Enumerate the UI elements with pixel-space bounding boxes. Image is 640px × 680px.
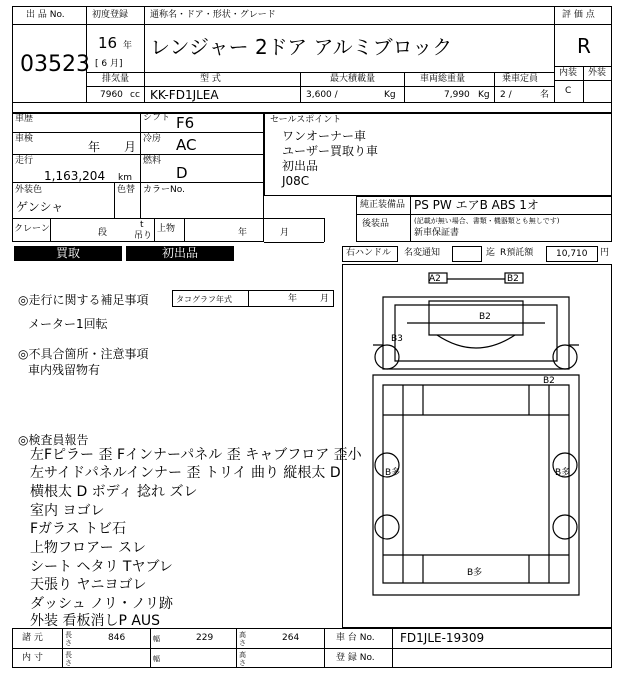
- diagram-label-bmulti-left: B多: [385, 468, 401, 478]
- inner-length-label: 長さ: [65, 651, 72, 667]
- history-label: 車歴: [15, 114, 34, 124]
- inner-label: 内 寸: [22, 653, 43, 663]
- diagram-label-bmulti-rear: B多: [467, 568, 483, 578]
- report-line-5: Fガラス トビ石: [30, 521, 127, 537]
- report-line-2: 左サイドパネルインナー 歪 トリイ 曲り 縦根太 D: [30, 465, 341, 481]
- displacement-unit: cc: [130, 90, 140, 100]
- after-market-note: (記載が無い場合、書類・機器類とも無しです): [414, 217, 560, 225]
- gross-label: 車両総重量: [420, 74, 466, 84]
- mileage-value: 1,163,204: [44, 169, 106, 183]
- chassis-label: 車 台 No.: [336, 633, 375, 643]
- model-value: KK-FD1JLEA: [150, 88, 219, 102]
- report-line-1: 左Fピラー 歪 Fインナーパネル 歪 キャブフロア 歪小: [30, 447, 362, 463]
- gross-value: 7,990: [444, 90, 470, 100]
- first-listing-tab: 初出品: [126, 246, 234, 261]
- sales-point-2: ユーザー買取り車: [282, 144, 379, 158]
- capacity-label: 乗車定員: [502, 74, 539, 84]
- upper-label: 上物: [157, 224, 176, 234]
- steering-label: 右ハンドル: [346, 248, 392, 258]
- after-market-label: 後装品: [362, 219, 390, 229]
- mileage-label: 走行: [15, 156, 34, 166]
- inner-width-label: 幅: [153, 655, 160, 663]
- inspection-year: 年: [88, 140, 101, 154]
- report-line-3: 横根太 D ボディ 捻れ ズレ: [30, 484, 198, 500]
- rating-label: 評 価 点: [562, 10, 595, 20]
- warranty-value: 新車保証書: [414, 228, 460, 238]
- diagram-label-a2: A2: [429, 274, 441, 284]
- tacho-year: 年: [288, 294, 298, 304]
- recycle-value: 10,710: [556, 249, 588, 259]
- lot-label: 出 品 No.: [26, 10, 65, 20]
- report-line-8: 天張り ヤニヨゴレ: [30, 577, 147, 593]
- report-line-4: 室内 ヨゴレ: [30, 503, 105, 519]
- fuel-value: D: [176, 164, 188, 182]
- height-label: 高さ: [239, 631, 246, 647]
- fuel-label: 燃料: [143, 156, 162, 166]
- defect-note: 車内残留物有: [28, 363, 101, 377]
- sales-points-label: セールスポイント: [270, 115, 342, 125]
- purchase-tab: 買取: [14, 246, 122, 261]
- crane-stage: 段: [98, 228, 108, 238]
- name-change-box: [452, 246, 482, 262]
- length-value: 846: [108, 633, 126, 643]
- defect-heading: ◎不具合箇所・注意事項: [18, 347, 149, 361]
- crane-ton: t: [140, 220, 144, 230]
- capacity-value: 2 /: [500, 90, 512, 100]
- color-number-label: カラーNo.: [143, 185, 185, 195]
- inspection-month: 月: [124, 140, 137, 154]
- inspection-label: 車検: [15, 134, 34, 144]
- interior-label: 内装: [559, 68, 578, 78]
- reg-no-label: 登 録 No.: [336, 653, 375, 663]
- load-value: 3,600 /: [306, 90, 338, 100]
- upper-year: 年: [238, 228, 248, 238]
- diagram-label-b2-cab: B2: [479, 312, 491, 322]
- reg-year: 16: [98, 34, 118, 52]
- reg-month: [ 6 月]: [95, 59, 123, 69]
- chassis-value: FD1JLE-19309: [400, 631, 485, 645]
- report-line-9: ダッシュ ノリ・ノリ跡: [30, 596, 174, 612]
- shift-value: F6: [176, 114, 195, 132]
- report-line-7: シート ヘタリ Tヤブレ: [30, 559, 173, 575]
- diagram-label-b2-mirror: B2: [507, 274, 519, 284]
- inspector-heading: ◎検査員報告: [18, 433, 89, 447]
- interior-grade: C: [565, 86, 572, 96]
- meter-note: メーター1回転: [28, 317, 108, 331]
- capacity-unit: 名: [540, 90, 550, 100]
- tacho-label: タコグラフ年式: [176, 295, 232, 304]
- recycle-unit: 円: [600, 248, 610, 258]
- name-label: 通称名・ドア・形状・グレード: [150, 10, 276, 20]
- truck-diagram-frame: [342, 264, 612, 628]
- mileage-notes-heading: ◎走行に関する補足事項: [18, 293, 149, 307]
- deadline-label: 迄: [486, 248, 496, 258]
- truck-diagram: [343, 265, 611, 627]
- crane-label: クレーン: [14, 224, 50, 234]
- tacho-month: 月: [320, 294, 330, 304]
- ac-value: AC: [176, 136, 197, 154]
- diagram-label-b3: B3: [391, 334, 403, 344]
- length-label: 長さ: [65, 631, 72, 647]
- displacement-label: 排気量: [102, 74, 130, 84]
- load-unit: Kg: [384, 90, 396, 100]
- sales-point-4: J08C: [282, 174, 310, 188]
- ext-color-label: 外装色: [15, 185, 43, 195]
- diagram-label-b2-side: B2: [543, 376, 555, 386]
- recycle-label: R預託額: [500, 248, 534, 258]
- ac-label: 冷房: [143, 134, 162, 144]
- sales-point-3: 初出品: [282, 159, 319, 173]
- width-value: 229: [196, 633, 214, 643]
- car-name: レンジャー 2ドア アルミブロック: [150, 35, 453, 59]
- mileage-unit: km: [118, 173, 132, 183]
- gross-unit: Kg: [478, 90, 490, 100]
- height-value: 264: [282, 633, 300, 643]
- upper-month: 月: [280, 228, 290, 238]
- color-change-label: 色替: [117, 185, 136, 195]
- reg-year-unit: 年: [123, 41, 133, 51]
- name-change-label: 名変通知: [404, 248, 441, 258]
- equipment-value: PS PW エアB ABS 1オ: [414, 198, 539, 212]
- inner-height-label: 高さ: [239, 651, 246, 667]
- report-line-6: 上物フロアー スレ: [30, 540, 147, 556]
- width-label: 幅: [153, 635, 160, 643]
- report-line-10: 外装 看板消しP AUS: [30, 613, 161, 629]
- diagram-label-bmulti-right: B多: [555, 468, 571, 478]
- lot-number: 03523: [20, 52, 90, 77]
- shift-label: シフト: [143, 113, 171, 123]
- model-label: 型 式: [200, 74, 221, 84]
- ext-color-value: ゲンシャ: [16, 200, 64, 214]
- crane-hang: 吊り: [134, 231, 153, 241]
- displacement-value: 7960: [100, 90, 123, 100]
- dims-label: 諸 元: [22, 633, 43, 643]
- rating-value: R: [577, 34, 591, 58]
- equipment-label: 純正装備品: [360, 200, 406, 210]
- exterior-label: 外装: [588, 68, 607, 78]
- load-label: 最大積載量: [330, 74, 376, 84]
- sales-point-1: ワンオーナー車: [282, 129, 367, 143]
- reg-label: 初度登録: [92, 10, 129, 20]
